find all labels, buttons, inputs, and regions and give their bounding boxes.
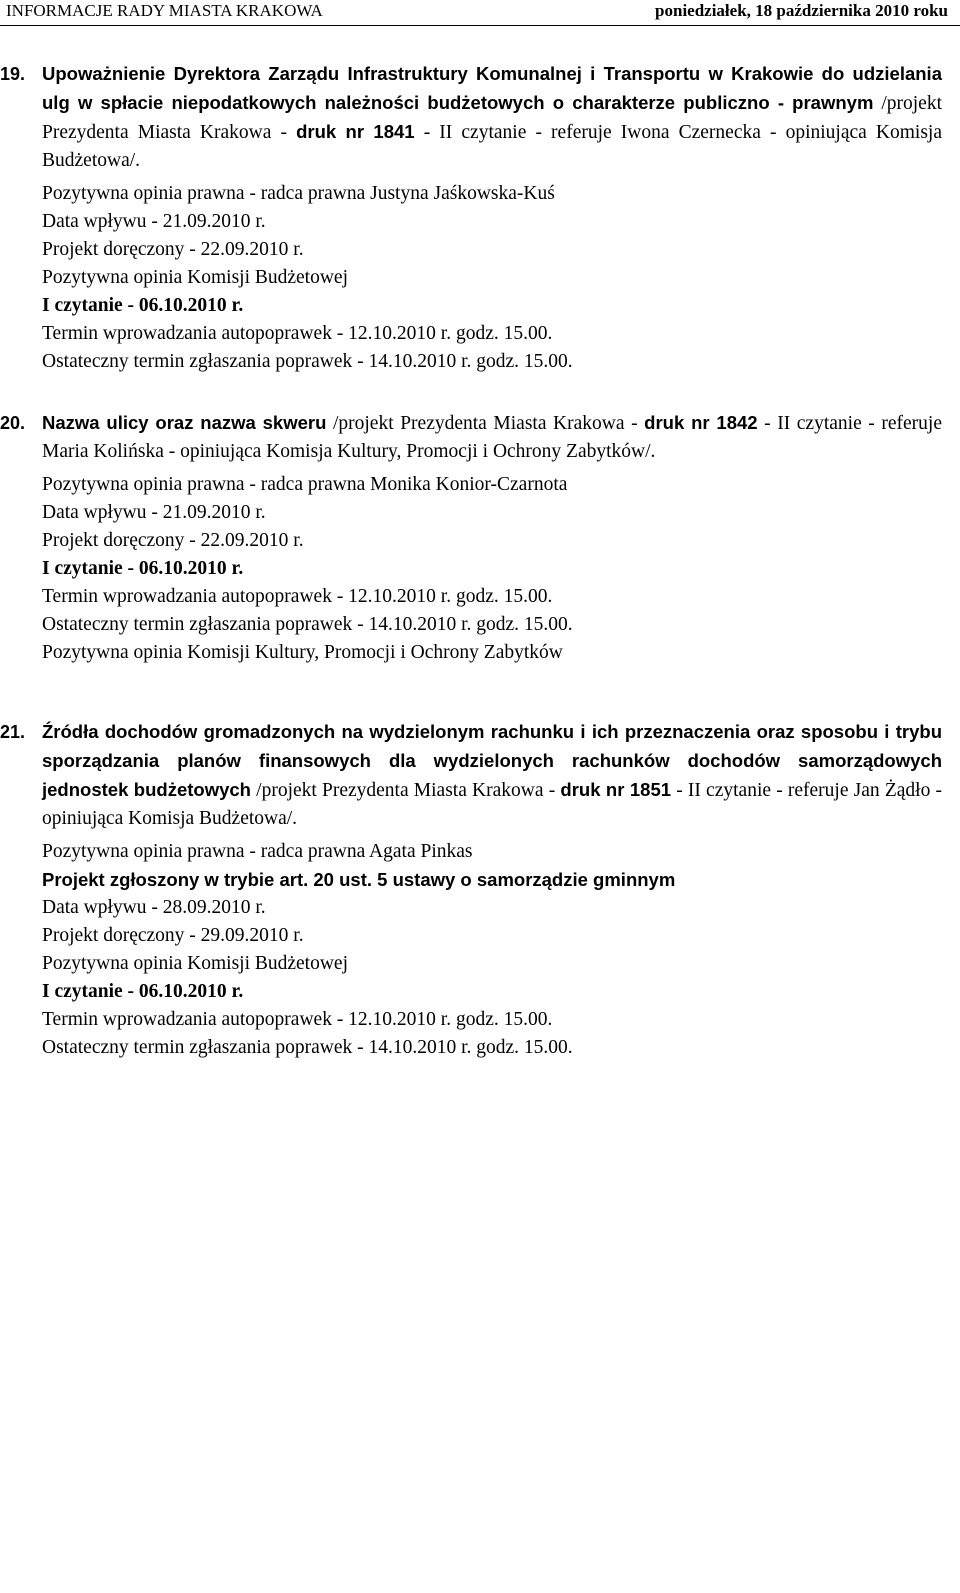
item-title: Nazwa ulicy oraz nazwa skweru: [42, 412, 327, 433]
submission-mode-line: Projekt zgłoszony w trybie art. 20 ust. 5 ustawy o samorządzie gminnym: [42, 869, 676, 890]
item-number: 20.: [0, 413, 26, 433]
item-number: 21.: [0, 722, 26, 742]
item-title: Źródła dochodów gromadzonych na wydzielonym rachunku i ich przeznaczenia oraz sposobu i trybu sporządzania planów finansowych dla wydzielonych rachunków dochodów samorządowych jednostek budżetowych: [42, 721, 942, 800]
autocorrection-deadline-line: Termin wprowadzania autopoprawek - 12.10.2010 r. godz. 15.00.: [42, 1009, 553, 1030]
item-description: [42, 718, 942, 833]
committee-opinion-line: Pozytywna opinia Komisji Budżetowej: [42, 267, 349, 288]
agenda-item-19: [0, 60, 960, 376]
item-project-suffix: - II czytanie - referuje Jan Żądło - opiniująca Komisja Budżetowa/.: [42, 780, 942, 829]
autocorrection-deadline-line: Termin wprowadzania autopoprawek - 12.10.2010 r. godz. 15.00.: [42, 586, 553, 607]
amendment-deadline-line: Ostateczny termin zgłaszania poprawek - 14.10.2010 r. godz. 15.00.: [42, 614, 573, 635]
legal-opinion-line: Pozytywna opinia prawna - radca prawna Justyna Jaśkowska-Kuś: [42, 183, 555, 204]
item-druk-number: druk nr 1842: [644, 412, 758, 433]
item-druk-number: druk nr 1851: [560, 779, 672, 800]
page-header: [0, 0, 960, 26]
item-project-suffix: - II czytanie - referuje Maria Kolińska - opiniująca Komisja Kultury, Promocji i Ochrony Zabytków/.: [42, 413, 942, 462]
legal-opinion-line: Pozytywna opinia prawna - radca prawna Agata Pinkas: [42, 841, 473, 862]
item-number: 19.: [0, 64, 26, 84]
amendment-deadline-line: Ostateczny termin zgłaszania poprawek - 14.10.2010 r. godz. 15.00.: [42, 1037, 573, 1058]
agenda-item-21: [0, 718, 960, 1062]
received-date-line: Data wpływu - 21.09.2010 r.: [42, 211, 266, 232]
amendment-deadline-line: Ostateczny termin zgłaszania poprawek - 14.10.2010 r. godz. 15.00.: [42, 351, 573, 372]
item-title: Upoważnienie Dyrektora Zarządu Infrastruktury Komunalnej i Transportu w Krakowie do udzielania ulg w spłacie niepodatkowych należności budżetowych o charakterze publiczno - prawnym: [42, 63, 942, 113]
committee-opinion-line: Pozytywna opinia Komisji Budżetowej: [42, 953, 349, 974]
delivered-date-line: Projekt doręczony - 22.09.2010 r.: [42, 239, 304, 260]
first-reading-line: I czytanie - 06.10.2010 r.: [42, 558, 244, 579]
header-publication-title: INFORMACJE RADY MIASTA KRAKOWA: [6, 1, 323, 20]
header-date: poniedziałek, 18 października 2010 roku: [655, 1, 948, 20]
item-description: [42, 409, 942, 466]
item-description: [42, 60, 942, 175]
autocorrection-deadline-line: Termin wprowadzania autopoprawek - 12.10.2010 r. godz. 15.00.: [42, 323, 553, 344]
legal-opinion-line: Pozytywna opinia prawna - radca prawna Monika Konior-Czarnota: [42, 474, 568, 495]
first-reading-line: I czytanie - 06.10.2010 r.: [42, 295, 244, 316]
committee-opinion-line: Pozytywna opinia Komisji Kultury, Promocji i Ochrony Zabytków: [42, 642, 563, 663]
item-project-prefix: /projekt Prezydenta Miasta Krakowa -: [250, 780, 561, 801]
received-date-line: Data wpływu - 21.09.2010 r.: [42, 502, 266, 523]
item-project-prefix: /projekt Prezydenta Miasta Krakowa -: [326, 413, 645, 434]
received-date-line: Data wpływu - 28.09.2010 r.: [42, 897, 266, 918]
delivered-date-line: Projekt doręczony - 22.09.2010 r.: [42, 530, 304, 551]
item-project-suffix: - II czytanie - referuje Iwona Czernecka - opiniująca Komisja Budżetowa/.: [42, 122, 942, 171]
item-druk-number: druk nr 1841: [296, 121, 415, 142]
first-reading-line: I czytanie - 06.10.2010 r.: [42, 981, 244, 1002]
agenda-item-20: [0, 409, 960, 667]
delivered-date-line: Projekt doręczony - 29.09.2010 r.: [42, 925, 304, 946]
item-project-prefix: /projekt Prezydenta Miasta Krakowa -: [42, 93, 942, 143]
